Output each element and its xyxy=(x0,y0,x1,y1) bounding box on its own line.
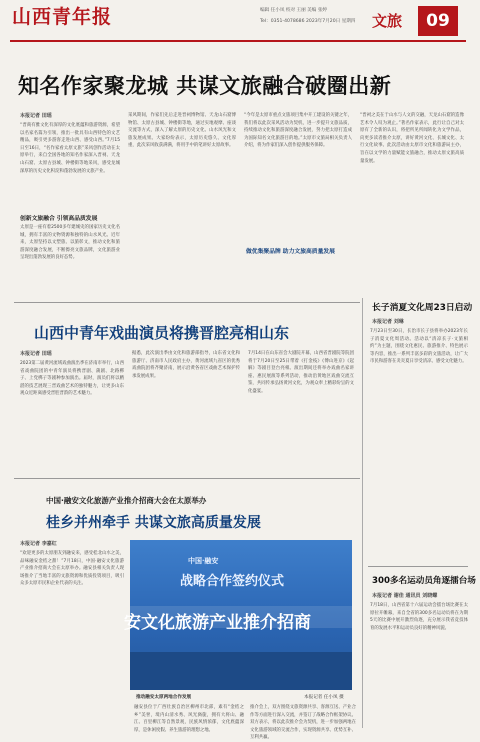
article1-subhead-2: 做优集聚品牌 助力文旅高质量发展 xyxy=(246,249,335,255)
photo-title-line: 中国·融安 xyxy=(188,556,219,565)
section-title: 文旅 xyxy=(372,12,403,30)
photo-banner-text: 安文化旅游产业推介招商 xyxy=(124,613,311,633)
contact-date-line: Tel：0351-4078686 2023年7月20日 星期四 xyxy=(260,19,356,24)
article3-byline: 本报记者 刘琳 xyxy=(372,319,404,325)
editor-credits: 编辑 任小凤 校对 王丽 美编 张婷 xyxy=(260,8,328,13)
article2-byline: 本报记者 田瑶 xyxy=(20,351,52,357)
article4-kicker: 中国·融安文化旅游产业推介招商大会在太原举办 xyxy=(46,496,207,505)
photo-title-big: 战略合作签约仪式 xyxy=(180,574,285,589)
article4-headline: 桂乡并州牵手 共谋文旅高质量发展 xyxy=(46,515,261,531)
photo-credit: 本报记者 任小凤 摄 xyxy=(304,695,344,700)
divider-horizontal xyxy=(14,302,360,303)
page-number-badge: 09 xyxy=(418,6,458,36)
article2-headline: 山西中青年戏曲演员将携晋腔亮相山东 xyxy=(34,324,290,342)
divider-horizontal xyxy=(14,478,360,479)
masthead-rule xyxy=(10,40,466,42)
article4-body-1: “欢迎更多的太原朋友到融安来，感受桂北山水之美，品味融安金桔之甜！”7月18日，中国·融安文化旅游产业推介招商大会在太原举办。融安县相关负责人现场推介了当地丰富的文旅资源和优质投资项目，吸引众多太原市民和企业代表的关注。 xyxy=(20,551,124,587)
article1-body-1: “晋商有雅文化有深厚的文化底蕴和旅游资源，希望以名家名篇为引领，推出一批具有山西特色的文艺精品，吸引更多游客走进山西、感受山西。”7月15日至16日，“名作家看太原文旅”采风创作活动在太原举行，来自全国各地的知名作家深入晋祠、天龙山石窟、太原古县城、钟楼街等地采风，感受龙城深厚的历史文化积淀和蓬勃发展的文旅产业。 xyxy=(20,123,120,174)
newspaper-logo: 山西青年报 xyxy=(12,6,113,28)
article1-body-3: 采风期间，作家们先后走进晋祠博物馆、天龙山石窟博物馆、太原古县城、钟楼街等地，通过实地观摩、座谈交流等方式，深入了解太原的历史文化、山水风光和文旅发展成果。大家纷纷表示，太原历史悠久、文化厚重，此次采风收获满满，将用手中的笔讲好太原故事。 xyxy=(128,113,236,149)
article5-body: 7月18日，山西省第十六届运动会擂台场比赛在太原拉开帷幕，来自全省的300多名运动员将在为期5天的比赛中展开激烈角逐，充分展示我省竞技体育的发展水平和运动员良好的精神风貌。 xyxy=(370,603,468,631)
article1-byline: 本报记者 田瑶 xyxy=(20,113,52,119)
article1-body-5a: “晋祠之美在于山水与人文的交融，天龙山石窟的造像艺术令人叹为观止。”著名作家表示，此行让自己对太原有了全新的认识，将把所见所闻转化为文学作品，向更多读者推介太原，讲好黄河文化、长城文化、太行文化故事。此次活动由太原市文化和旅游局主办，旨在以文学的力量赋能文旅融合，推动太原文旅高质量发展。 xyxy=(360,113,464,164)
article2-body-2: 据悉，此次演出季由文化和旅游部指导，山东省文化和旅游厅、济南市人民政府主办，黄河流域九省区的优秀戏曲院团将齐聚济南，展示沿黄各省区戏曲艺术保护传承发展成果。 xyxy=(132,351,240,379)
article1-subhead-1: 创新文旅融合 引领高品质发展 xyxy=(20,216,98,222)
article3-headline: 长子消夏文化周23日启动 xyxy=(372,303,473,313)
photo-caption: 推动融安太原两地合作发展 xyxy=(136,695,192,700)
divider-horizontal xyxy=(368,566,468,567)
column-divider xyxy=(362,298,363,728)
article5-headline: 300多名运动员角逐擂台场 xyxy=(372,576,476,586)
photo-foreground xyxy=(130,652,352,690)
article1-headline: 知名作家聚龙城 共谋文旅融合破圈出新 xyxy=(18,73,392,98)
article2-body-3: 7月14日在山东省会大剧院开幕，山西省晋剧院等院团将于7月20日至25日带着《打金枝》《傅山进京》《起解》等剧目登台亮相。演出期间还将举办戏曲名家讲座、惠民展演等系列活动，推动沿黄地区戏曲交流互鉴，共同传承弘扬黄河文化，为观众奉上精彩纷呈的文化盛宴。 xyxy=(248,351,354,394)
article1-body-2: 太原是一座有着2500多年建城史的国家历史文化名城，拥有丰富的文物资源和独特的山水风光。近年来，太原坚持以文塑旅、以旅彰文，推动文化和旅游深度融合发展，不断擦亮文旅品牌，文化旅游业呈现出蓬勃发展的良好态势。 xyxy=(20,225,120,261)
event-photo xyxy=(124,540,352,690)
article1-body-4: “今年是太原市重点文旅项目集中开工建设的关键之年，我们将以此次采风活动为契机，进一步提升文旅品质，持续推动文化和旅游深度融合发展，努力把太原打造成为国际知名文化旅游目的地。”太原市文旅局相关负责人介绍，将为作家们深入创作提供服务保障。 xyxy=(244,113,352,149)
article3-body: 7月23日至30日，长治市长子县将举办2023年长子消夏文化周活动。活动以“清凉长子·文旅相约”为主题，围绕文化惠民、旅游推介、特色展示等内容，推出一系列丰富多彩的文旅活动，让广大市民和游客在炎炎夏日享受清凉、感受文化魅力。 xyxy=(370,329,468,365)
article4-body-3: 推介会上，双方围绕文旅资源共享、客源互送、产业合作等方面进行深入交流，并签订了战略合作框架协议。双方表示，将以此次推介会为契机，进一步加强两地在文化旅游领域的交流合作，实现资源共享、优势互补、互利共赢。 xyxy=(250,705,356,741)
article4-byline: 本报记者 李嘉红 xyxy=(20,541,57,547)
article4-body-2: 融安县位于广西壮族自治区柳州市北部，素有“金桔之乡”美誉，境内山清水秀、风光旖旎，拥有大将山、融江、百里柳江等自然景观，民族风情浓郁，文化底蕴深厚，是休闲度假、养生旅游的理想之地。 xyxy=(134,705,244,733)
article5-byline: 本报记者 谢佳 通讯员 刘晓蝶 xyxy=(372,593,438,599)
article2-body-1: 2023第二届黄河流域戏曲演出季在济南市举行，山西省戏曲院团的中青年演员将携晋剧、蒲剧、北路梆子、上党梆子等剧种参加演出。届时，演员们将以精湛的技艺展现三晋戏曲艺术的独特魅力，让更多山东观众近距离感受晋腔晋韵的艺术魅力。 xyxy=(20,361,124,397)
